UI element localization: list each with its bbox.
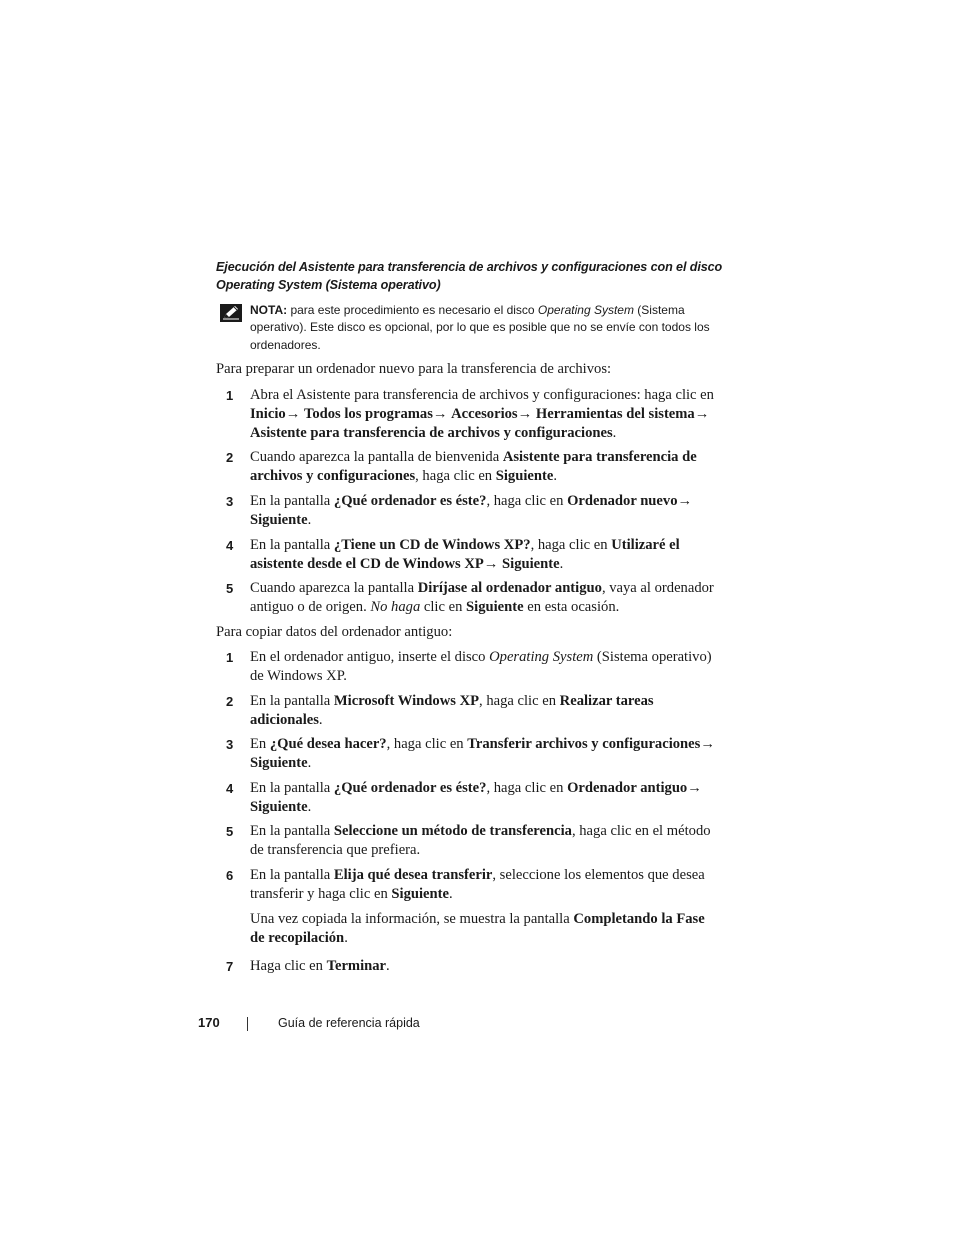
step-text-segment: Haga clic en [250, 958, 327, 974]
step-text-bold: ¿Qué ordenador es éste? [333, 780, 487, 796]
intro-old-computer: Para copiar datos del ordenador antiguo: [216, 624, 453, 640]
step-text-segment: . [612, 425, 617, 441]
step-text-segment: , vaya al ordenador antiguo o de origen. [250, 580, 714, 615]
step-text-segment: En el ordenador antiguo, inserte el disco [250, 649, 490, 665]
step-text [250, 735, 720, 773]
step-number: 2 [226, 694, 234, 709]
step-text-segment: En [250, 736, 270, 752]
step-text-segment: En la pantalla [250, 867, 334, 883]
step-text-segment: En la pantalla [250, 780, 334, 796]
note-text-italic: Operating System [537, 303, 634, 317]
step-text-segment: . [559, 556, 564, 572]
step-text-segment: , haga clic en [386, 736, 468, 752]
step-text-segment: En la pantalla [250, 537, 334, 553]
step-text-bold: Asistente para transferencia de archivos y configuraciones [250, 425, 613, 441]
step-text-bold: Asistente para transferencia de archivos y configuraciones [250, 449, 697, 484]
step-text-bold: Utilizaré el asistente desde el CD de Windows XP [250, 537, 680, 572]
step-text-segment: , haga clic en [530, 537, 612, 553]
step-text [250, 448, 720, 486]
step-text-segment: , haga clic en [415, 468, 496, 484]
step-text-bold: Ordenador antiguo [567, 780, 688, 796]
step-text-segment: → [432, 406, 452, 422]
step-text-segment: . [386, 958, 390, 974]
step-text-bold: Siguiente [495, 468, 554, 484]
step-text-bold: ¿Qué ordenador es éste? [333, 493, 487, 509]
step-text-segment: . [307, 755, 312, 771]
step-text-segment: . [448, 886, 453, 902]
step-number: 1 [226, 388, 234, 403]
step-text-segment: (Sistema operativo) de Windows XP. [250, 649, 712, 684]
step-number: 3 [226, 494, 234, 509]
step-number: 1 [226, 650, 234, 665]
note-text-a: para este procedimiento es necesario el disco [287, 303, 538, 317]
step-text [250, 866, 720, 904]
step-text [250, 386, 720, 443]
step-text-segment: Una vez copiada la información, se muestra la pantalla [250, 911, 574, 927]
step-text-segment: → [700, 736, 715, 752]
footer-title: Guía de referencia rápida [278, 1016, 420, 1030]
step-text-segment: . [553, 468, 557, 484]
step-text-segment: . [344, 930, 348, 946]
footer-divider [247, 1017, 248, 1031]
step-followup-text [250, 910, 720, 948]
step-text-bold: Herramientas del sistema [535, 406, 695, 422]
page-number: 170 [198, 1015, 220, 1030]
step-number: 2 [226, 450, 234, 465]
step-text-segment: En la pantalla [250, 823, 334, 839]
step-text [250, 692, 720, 730]
step-text-segment: , seleccione los elementos que desea transferir y haga clic en [250, 867, 705, 902]
step-text-segment: . [307, 512, 312, 528]
step-text-bold: Siguiente [391, 886, 449, 902]
step-text [250, 957, 720, 976]
step-text-bold: Ordenador nuevo [567, 493, 678, 509]
step-text [250, 536, 720, 574]
step-text-bold: Microsoft Windows XP [333, 693, 480, 709]
step-text-bold: Diríjase al ordenador antiguo [417, 580, 602, 596]
step-text-bold: Siguiente [250, 512, 308, 528]
step-text-segment: Cuando aparezca la pantalla [250, 580, 418, 596]
step-text-bold: ¿Tiene un CD de Windows XP? [333, 537, 531, 553]
step-number: 7 [226, 959, 234, 974]
step-text-segment: → [677, 493, 693, 509]
step-text [250, 779, 720, 817]
step-text-segment: → [687, 780, 702, 796]
step-text-bold: Transferir archivos y configuraciones [467, 736, 701, 752]
step-text-segment: En la pantalla [250, 493, 334, 509]
step-number: 6 [226, 868, 234, 883]
step-text-bold: Seleccione un método de transferencia [333, 823, 572, 839]
step-text-segment: → [483, 556, 503, 572]
step-text-segment: Abra el Asistente para transferencia de archivos y configuraciones: haga clic en [250, 387, 714, 403]
step-text-bold: Siguiente [502, 556, 560, 572]
section-heading: Ejecución del Asistente para transferencia de archivos y configuraciones con el disco Operating System (Sistema operativo) [216, 260, 723, 292]
step-text [250, 822, 720, 860]
step-text-bold: Terminar [326, 958, 387, 974]
step-text [250, 648, 720, 686]
step-text-segment: → [517, 406, 536, 422]
step-text-segment: , haga clic en [479, 693, 560, 709]
step-text-italic: No haga [370, 599, 421, 615]
step-text-segment: → [694, 406, 710, 422]
note-text-b: (Sistema operativo). Este disco es opcional, por lo que es posible que no se envíe con todos los ordenadores. [250, 303, 710, 352]
step-text-segment: , haga clic en el método de transferencia que prefiera. [250, 823, 711, 858]
note-text [250, 302, 720, 354]
step-text-bold: Elija qué desea transferir [333, 867, 493, 883]
step-text-bold: Todos los programas [303, 406, 433, 422]
step-text-segment: → [285, 406, 304, 422]
note-label: NOTA: [250, 303, 288, 317]
step-text-italic: Operating System [489, 649, 594, 665]
intro-new-computer: Para preparar un ordenador nuevo para la transferencia de archivos: [216, 361, 612, 377]
step-text-bold: Inicio [250, 406, 286, 422]
pencil-note-icon [220, 304, 242, 322]
step-number: 5 [226, 824, 234, 839]
step-text-segment: En la pantalla [250, 693, 334, 709]
step-text-bold: Siguiente [250, 799, 308, 815]
step-text-bold: Siguiente [250, 755, 308, 771]
step-text-segment: , haga clic en [486, 780, 568, 796]
step-text [250, 492, 720, 530]
step-text-bold: Accesorios [451, 406, 518, 422]
step-text-segment: . [307, 799, 312, 815]
step-text [250, 579, 720, 617]
step-text-segment: . [318, 712, 323, 728]
step-text-segment: Cuando aparezca la pantalla de bienvenida [250, 449, 503, 465]
step-text-segment: , haga clic en [486, 493, 568, 509]
step-number: 4 [226, 781, 234, 796]
step-number: 4 [226, 538, 234, 553]
step-text-bold: Siguiente [466, 599, 524, 615]
step-number: 3 [226, 737, 234, 752]
step-text-bold: Realizar tareas adicionales [250, 693, 654, 728]
step-text-segment: clic en [420, 599, 467, 615]
step-text-segment: en esta ocasión. [523, 599, 620, 615]
step-number: 5 [226, 581, 234, 596]
step-text-bold: ¿Qué desea hacer? [269, 736, 387, 752]
step-text-bold: Completando la Fase de recopilación [250, 911, 705, 946]
